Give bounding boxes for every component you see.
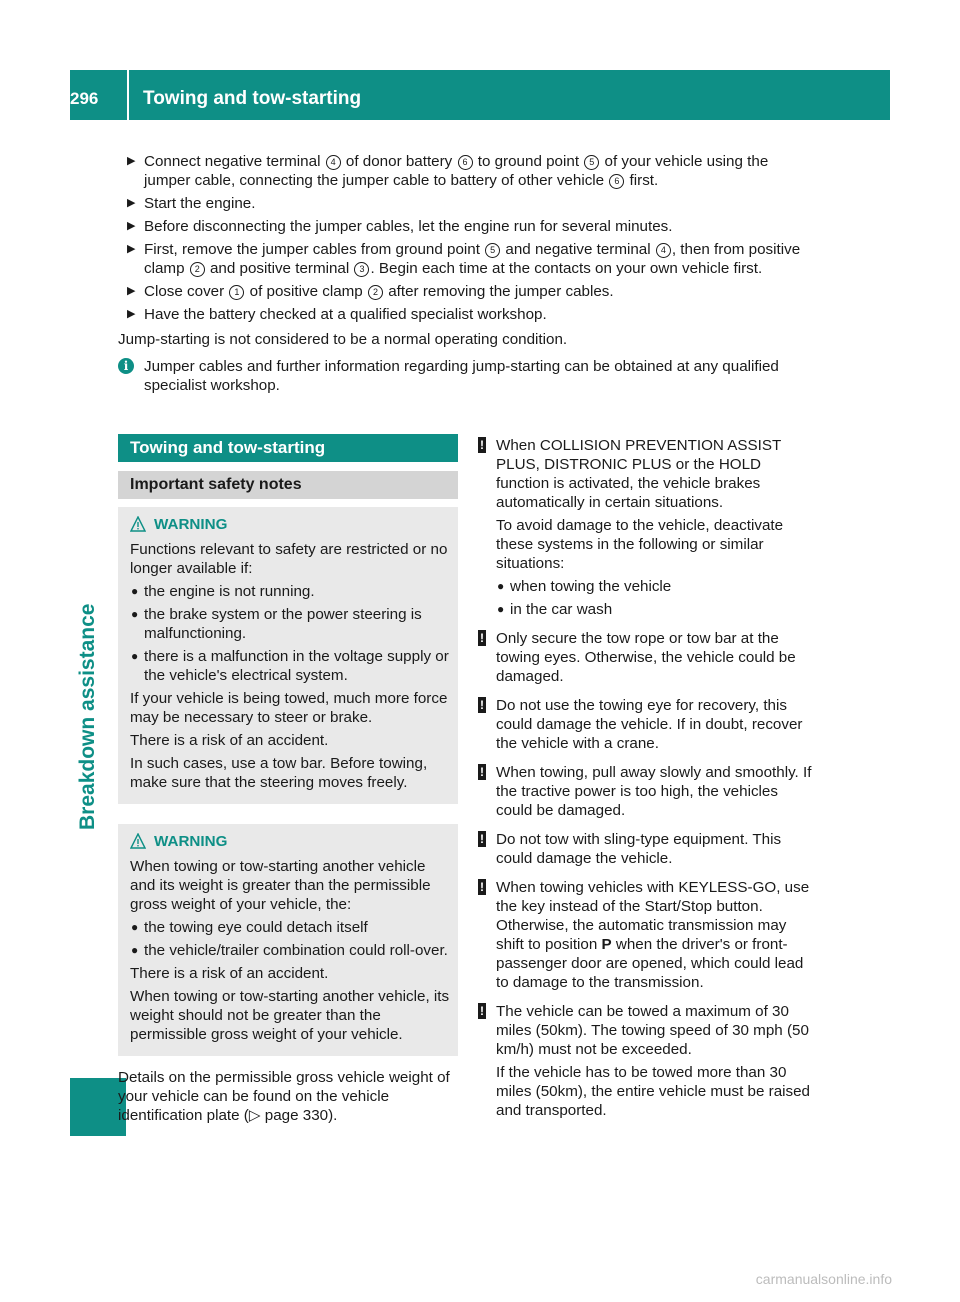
page-ref-arrow-icon: ▷ xyxy=(248,1107,261,1124)
step-arrow-icon: ▶ xyxy=(127,197,136,209)
warning-box-2 xyxy=(118,824,458,1056)
notice-text: When towing, pull away slowly and smoothly. If the tractive power is too high, the vehicles could be damaged. xyxy=(496,764,812,819)
info-note xyxy=(118,357,814,395)
exclamation-icon: ! xyxy=(480,765,484,779)
notice-text: Do not tow with sling-type equipment. This could damage the vehicle. xyxy=(496,831,782,867)
jump-note: Jump-starting is not considered to be a normal operating condition. xyxy=(118,331,568,348)
notice-7 xyxy=(478,1002,814,1120)
info-note-text: Jumper cables and further information regarding jump-starting can be obtained at any qualified specialist workshop. xyxy=(144,358,779,394)
notice-text: If the vehicle has to be towed more than 30 miles (50km), the entire vehicle must be raised and transported. xyxy=(496,1064,810,1119)
warning-intro: When towing or tow-starting another vehicle and its weight is greater than the permissible gross weight of your vehicle, the: xyxy=(130,858,431,913)
callout-number: 5 xyxy=(485,243,500,258)
warning-title xyxy=(130,832,450,851)
list-item: ● the engine is not running. xyxy=(131,583,315,600)
step-item: ▶ First, remove the jumper cables from ground point 5 and negative terminal 4 , then from positive clamp 2 and positive terminal 3 . Begin each time at the contacts on your own vehicle first. xyxy=(127,241,801,277)
sub-title: Important safety notes xyxy=(118,471,458,499)
warning-text: There is a risk of an accident. xyxy=(130,965,329,982)
notice-text: When COLLISION PREVENTION ASSIST PLUS, DISTRONIC PLUS or the HOLD function is activated, the vehicle brakes automatically in certain situations. xyxy=(496,437,781,511)
warning-text: There is a risk of an accident. xyxy=(130,732,329,749)
list-item: ● the vehicle/trailer combination could roll-over. xyxy=(131,942,448,959)
list-item: ● the towing eye could detach itself xyxy=(131,919,368,936)
warning-title-text: WARNING xyxy=(154,833,228,850)
notice-6 xyxy=(478,878,814,992)
warning-text: If your vehicle is being towed, much more force may be necessary to steer or brake. xyxy=(130,690,448,726)
callout-number: 2 xyxy=(368,285,383,300)
warning-title-text: WARNING xyxy=(154,516,228,533)
step-arrow-icon: ▶ xyxy=(127,308,136,320)
callout-number: 4 xyxy=(656,243,671,258)
watermark: carmanualsonline.info xyxy=(755,1271,892,1287)
warning-text: In such cases, use a tow bar. Before towing, make sure that the steering moves freely. xyxy=(130,755,428,791)
right-column xyxy=(478,436,814,1130)
notice-text: The vehicle can be towed a maximum of 30 miles (50km). The towing speed of 30 mph (50 km/h) must not be exceeded. xyxy=(496,1003,809,1058)
notice-4 xyxy=(478,763,814,820)
left-column xyxy=(118,434,458,1125)
callout-number: 3 xyxy=(354,262,369,277)
callout-number: 6 xyxy=(609,174,624,189)
step-item: ▶ Before disconnecting the jumper cables, let the engine run for several minutes. xyxy=(127,218,673,235)
exclamation-icon: ! xyxy=(480,1004,484,1018)
warning-bullets xyxy=(130,918,450,960)
warning-title xyxy=(130,515,450,534)
exclamation-icon: ! xyxy=(480,832,484,846)
step-arrow-icon: ▶ xyxy=(127,155,136,167)
page-number: 296 xyxy=(70,89,99,108)
exclamation-icon: ! xyxy=(480,698,484,712)
warning-intro: Functions relevant to safety are restricted or no longer available if: xyxy=(130,541,448,577)
warning-triangle-icon xyxy=(130,833,146,849)
header-bar xyxy=(70,70,890,120)
header-divider xyxy=(127,70,129,120)
step-arrow-icon: ▶ xyxy=(127,243,136,255)
notice-5 xyxy=(478,830,814,868)
step-arrow-icon: ▶ xyxy=(127,285,136,297)
notice-2 xyxy=(478,629,814,686)
list-item: ● in the car wash xyxy=(497,601,613,618)
notice-text: Do not use the towing eye for recovery, this could damage the vehicle. If in doubt, recover the vehicle with a crane. xyxy=(496,697,803,752)
list-item: ● when towing the vehicle xyxy=(497,578,672,595)
notice-3 xyxy=(478,696,814,753)
page-ref-link[interactable]: page 330). xyxy=(260,1107,338,1124)
notice-1 xyxy=(478,436,814,619)
notice-text: When towing vehicles with KEYLESS-GO, use the key instead of the Start/Stop button. Otherwise, the automatic transmission may shift to position P when the driver's or front-passenger door are opened, which could lead to damage to the transmission. xyxy=(496,879,810,991)
callout-number: 2 xyxy=(190,262,205,277)
details-paragraph: Details on the permissible gross vehicle weight of your vehicle can be found on the vehicle identification plate (▷ page 330). xyxy=(118,1069,450,1124)
callout-number: 4 xyxy=(326,155,341,170)
warning-box-1 xyxy=(118,507,458,804)
exclamation-icon: ! xyxy=(480,438,484,452)
step-list xyxy=(118,152,814,324)
step-item: ▶ Have the battery checked at a qualified specialist workshop. xyxy=(127,306,547,323)
warning-text: When towing or tow-starting another vehicle, its weight should not be greater than the permissible gross weight of your vehicle. xyxy=(130,988,450,1043)
page-title: Towing and tow-starting xyxy=(143,88,362,109)
warning-triangle-icon xyxy=(130,516,146,532)
section-title: Towing and tow-starting xyxy=(118,434,458,462)
step-item: ▶ Close cover 1 of positive clamp 2 after removing the jumper cables. xyxy=(127,283,614,300)
notice-text: To avoid damage to the vehicle, deactivate these systems in the following or similar situations: xyxy=(496,517,784,572)
callout-number: 5 xyxy=(584,155,599,170)
warning-bullets xyxy=(130,582,450,685)
exclamation-icon: ! xyxy=(480,880,484,894)
callout-number: 1 xyxy=(229,285,244,300)
info-icon: i xyxy=(118,358,134,374)
step-arrow-icon: ▶ xyxy=(127,220,136,232)
notice-bullets xyxy=(496,577,814,619)
main-content xyxy=(118,152,814,395)
list-item: ● the brake system or the power steering is malfunctioning. xyxy=(131,606,422,642)
list-item: ● there is a malfunction in the voltage supply or the vehicle's electrical system. xyxy=(131,648,449,684)
notice-text: Only secure the tow rope or tow bar at the towing eyes. Otherwise, the vehicle could be damaged. xyxy=(496,630,796,685)
step-item: ▶ Start the engine. xyxy=(127,195,256,212)
exclamation-icon: ! xyxy=(480,631,484,645)
step-item: ▶ Connect negative terminal 4 of donor battery 6 to ground point 5 of your vehicle using the jumper cable, connecting the jumper cable to battery of other vehicle 6 first. xyxy=(127,153,769,189)
callout-number: 6 xyxy=(458,155,473,170)
side-label-text: Breakdown assistance xyxy=(76,603,99,830)
